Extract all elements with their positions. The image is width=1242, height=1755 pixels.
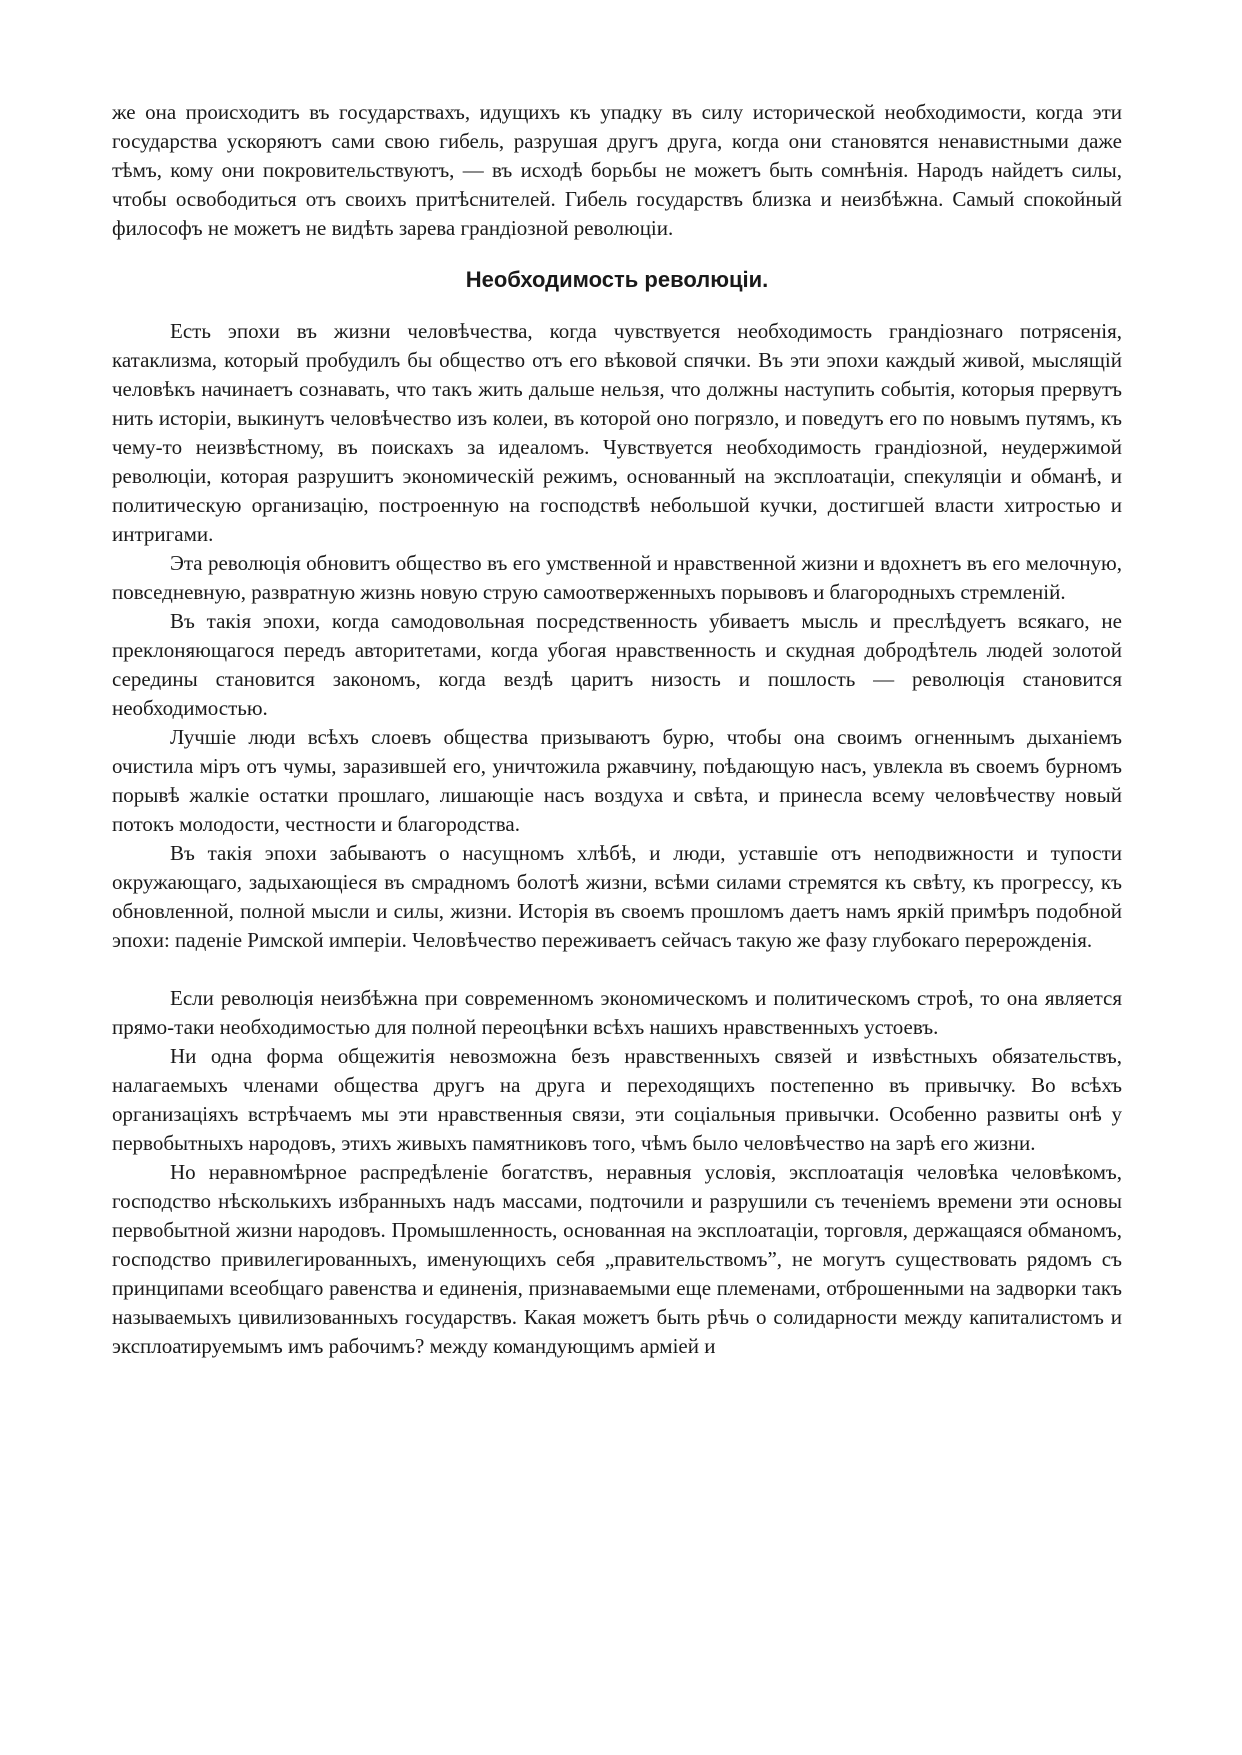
opening-paragraph: же она происходитъ въ государствахъ, идущихъ къ упадку въ силу исторической необходимости, когда эти государства ускоряютъ сами свою гибель, разрушая другъ друга, когда они становятся ненавистными даже тѣмъ, кому они покровительствуютъ, — въ исходѣ борьбы не можетъ быть сомнѣнія. Народъ найдетъ силы, чтобы освободиться отъ своихъ притѣснителей. Гибель государствъ близка и неизбѣжна. Самый спокойный философъ не можетъ не видѣть зарева грандіозной революціи. <box>112 100 1122 240</box>
paragraph: Лучшіе люди всѣхъ слоевъ общества призываютъ бурю, чтобы она своимъ огненнымъ дыханіемъ очистила міръ отъ чумы, заразившей его, уничтожила ржавчину, поѣдающую насъ, увлекла въ своемъ бурномъ порывѣ жалкіе остатки прошлаго, лишающіе насъ воздуха и свѣта, и принесла всему человѣчеству новый потокъ молодости, честности и благородства. <box>112 725 1122 836</box>
paragraph: Ни одна форма общежитія невозможна безъ нравственныхъ связей и извѣстныхъ обязательствъ, налагаемыхъ членами общества другъ на друга и переходящихъ постепенно въ привычку. Во всѣхъ организаціяхъ встрѣчаемъ мы эти нравственныя связи, эти соціальныя привычки. Особенно развиты онѣ у первобытныхъ народовъ, этихъ живыхъ памятниковъ того, чѣмъ было человѣчество на зарѣ его жизни. <box>112 1044 1122 1155</box>
paragraph: Въ такія эпохи, когда самодовольная посредственность убиваетъ мысль и преслѣдуетъ всякаго, не преклоняющагося передъ авторитетами, когда убогая нравственность и скудная добродѣтель людей золотой середины становится закономъ, когда вездѣ царитъ низость и пошлость — революція становится необходимостью. <box>112 609 1122 720</box>
paragraph: Если революція неизбѣжна при современномъ экономическомъ и политическомъ строѣ, то она является прямо-таки необходимостью для полной переоцѣнки всѣхъ нашихъ нравственныхъ устоевъ. <box>112 986 1122 1039</box>
paragraph-gap <box>112 955 1122 984</box>
section-heading: Необходимость революціи. <box>465 267 769 292</box>
paragraph: Эта революція обновитъ общество въ его умственной и нравственной жизни и вдохнетъ въ его мелочную, повседневную, развратную жизнь новую струю самоотверженныхъ порывовъ и благородныхъ стремленій. <box>112 551 1122 604</box>
paragraph: Есть эпохи въ жизни человѣчества, когда чувствуется необходимость грандіознаго потрясенія, катаклизма, который пробудилъ бы общество отъ его вѣковой спячки. Въ эти эпохи каждый живой, мыслящій человѣкъ начинаетъ сознавать, что такъ жить дальше нельзя, что должны наступить событія, которыя прервутъ нить исторіи, выкинутъ человѣчество изъ колеи, въ которой оно погрязло, и поведутъ его по новымъ путямъ, къ чему-то неизвѣстному, въ поискахъ за идеаломъ. Чувствуется необходимость грандіозной, неудержимой революціи, которая разрушитъ экономическій режимъ, основанный на эксплоатаціи, спекуляціи и обманѣ, и политическую организацію, построенную на господствѣ небольшой кучки, достигшей власти хитростью и интригами. <box>112 319 1122 546</box>
paragraph: Но неравномѣрное распредѣленіе богатствъ, неравныя условія, эксплоатація человѣка человѣкомъ, господство нѣсколькихъ избранныхъ надъ массами, подточили и разрушили съ теченіемъ времени эти основы первобытной жизни народовъ. Промышленность, основанная на эксплоатаціи, торговля, держащаяся обманомъ, господство привилегированныхъ, именующихъ себя „правительствомъ”, не могутъ существовать рядомъ съ принципами всеобщаго равенства и единенія, признаваемыми еще племенами, отброшенными на задворки такъ называемыхъ цивилизованныхъ государствъ. Какая можетъ быть рѣчь о солидарности между капиталистомъ и эксплоатируемымъ имъ рабочимъ? между командующимъ арміей и <box>112 1160 1122 1358</box>
paragraph: Въ такія эпохи забываютъ о насущномъ хлѣбѣ, и люди, уставшіе отъ неподвижности и тупости окружающаго, задыхающіеся въ смрадномъ болотѣ жизни, всѣми силами стремятся къ свѣту, къ прогрессу, къ обновленной, полной мысли и силы, жизни. Исторія въ своемъ прошломъ даетъ намъ яркій примѣръ подобной эпохи: паденіе Римской имперіи. Человѣчество переживаетъ сейчасъ такую же фазу глубокаго перерожденія. <box>112 841 1122 952</box>
document-page <box>112 98 1122 1361</box>
